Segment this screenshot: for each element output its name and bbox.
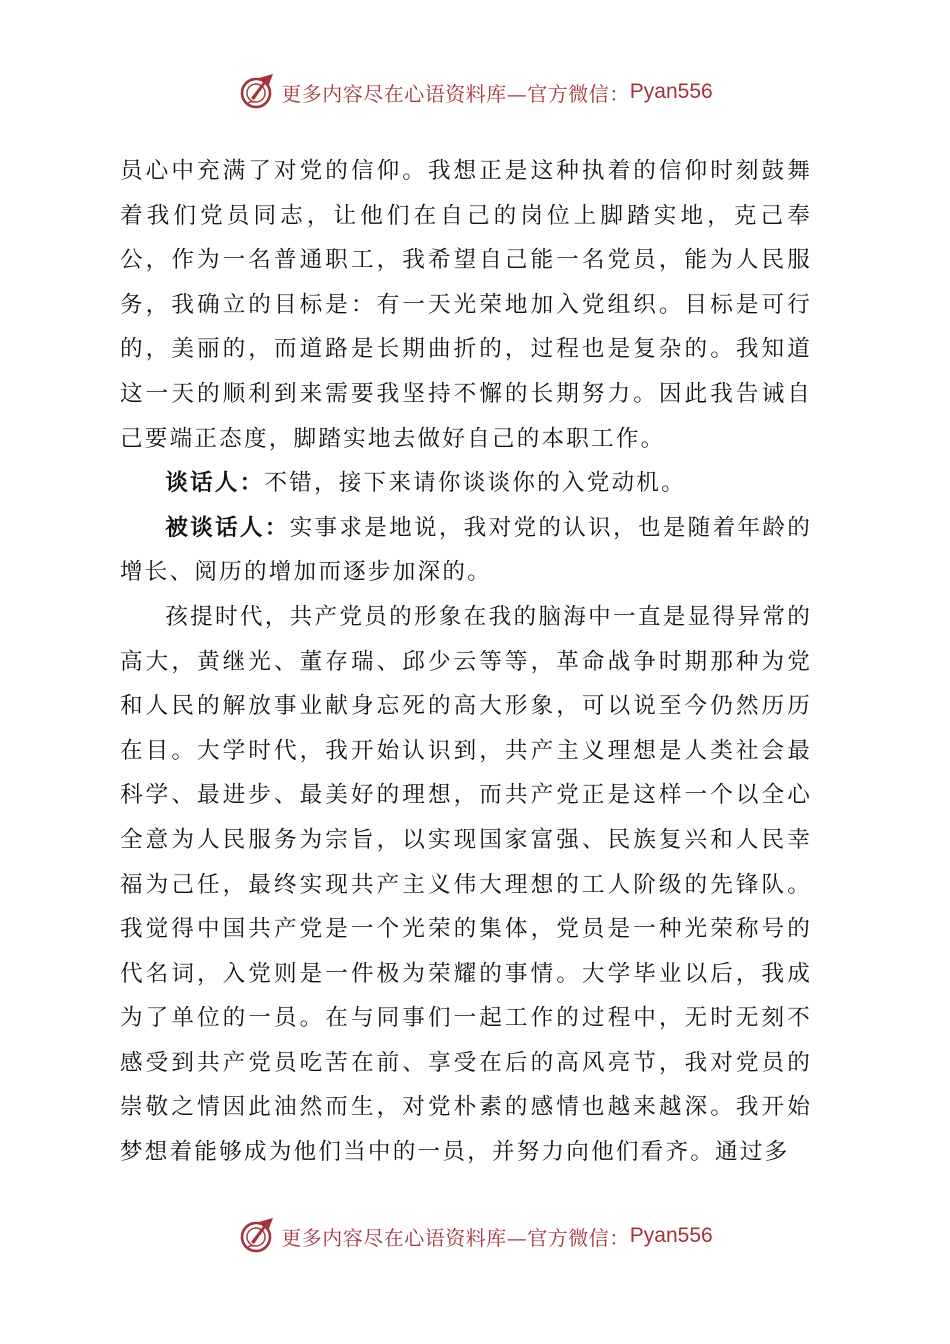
dialogue-text: 实事求是地说，我对党的认识，也是随着年龄的增长、阅历的增加而逐步加深的。 [120,514,812,586]
header-banner [0,70,950,114]
wechat-id: Pyan556 [629,1224,713,1247]
pen-circle-logo-icon [237,1216,277,1256]
pen-circle-logo-icon [237,72,277,112]
speaker-label: 谈话人： [165,470,265,497]
paragraph: 孩提时代，共产党员的形象在我的脑海中一直是显得异常的高大，黄继光、董存瑞、邱少云等等，革命战争时期那种为党和人民的解放事业献身忘死的高大形象，可以说至今仍然历历在目。大学时代，我开始认识到，共产主义理想是人类社会最科学、最进步、最美好的理想，而共产党正是这样一个以全心全意为人民服务为宗旨，以实现国家富强、民族复兴和人民幸福为己任，最终实现共产主义伟大理想的工人阶级的先锋队。我觉得中国共产党是一个光荣的集体，党员是一种光荣称号的代名词，入党则是一件极为荣耀的事情。大学毕业以后，我成为了单位的一员。在与同事们一起工作的过程中，无时无刻不感受到共产党员吃苦在前、享受在后的高风亮节，我对党员的崇敬之情因此油然而生，对党朴素的感情也越来越深。我开始梦想着能够成为他们当中的一员，并努力向他们看齐。通过多 [120,603,812,1166]
footer-banner [0,1214,950,1258]
speaker-label: 被谈话人： [165,514,290,541]
wechat-id: Pyan556 [629,80,713,103]
dialogue-paragraph [120,506,812,595]
banner-text: 更多内容尽在心语资料库—官方微信： [281,81,630,106]
dialogue-paragraph [120,461,812,506]
dialogue-text: 不错，接下来请你谈谈你的入党动机。 [264,470,686,497]
banner-text: 更多内容尽在心语资料库—官方微信： [281,1225,630,1250]
paragraph: 员心中充满了对党的信仰。我想正是这种执着的信仰时刻鼓舞着我们党员同志，让他们在自己的岗位上脚踏实地，克己奉公，作为一名普通职工，我希望自己能一名党员，能为人民服务，我确立的目标是：有一天光荣地加入党组织。目标是可行的，美丽的，而道路是长期曲折的，过程也是复杂的。我知道这一天的顺利到来需要我坚持不懈的长期努力。因此我告诫自己要端正态度，脚踏实地去做好自己的本职工作。 [120,158,812,452]
document-body [120,149,812,1175]
